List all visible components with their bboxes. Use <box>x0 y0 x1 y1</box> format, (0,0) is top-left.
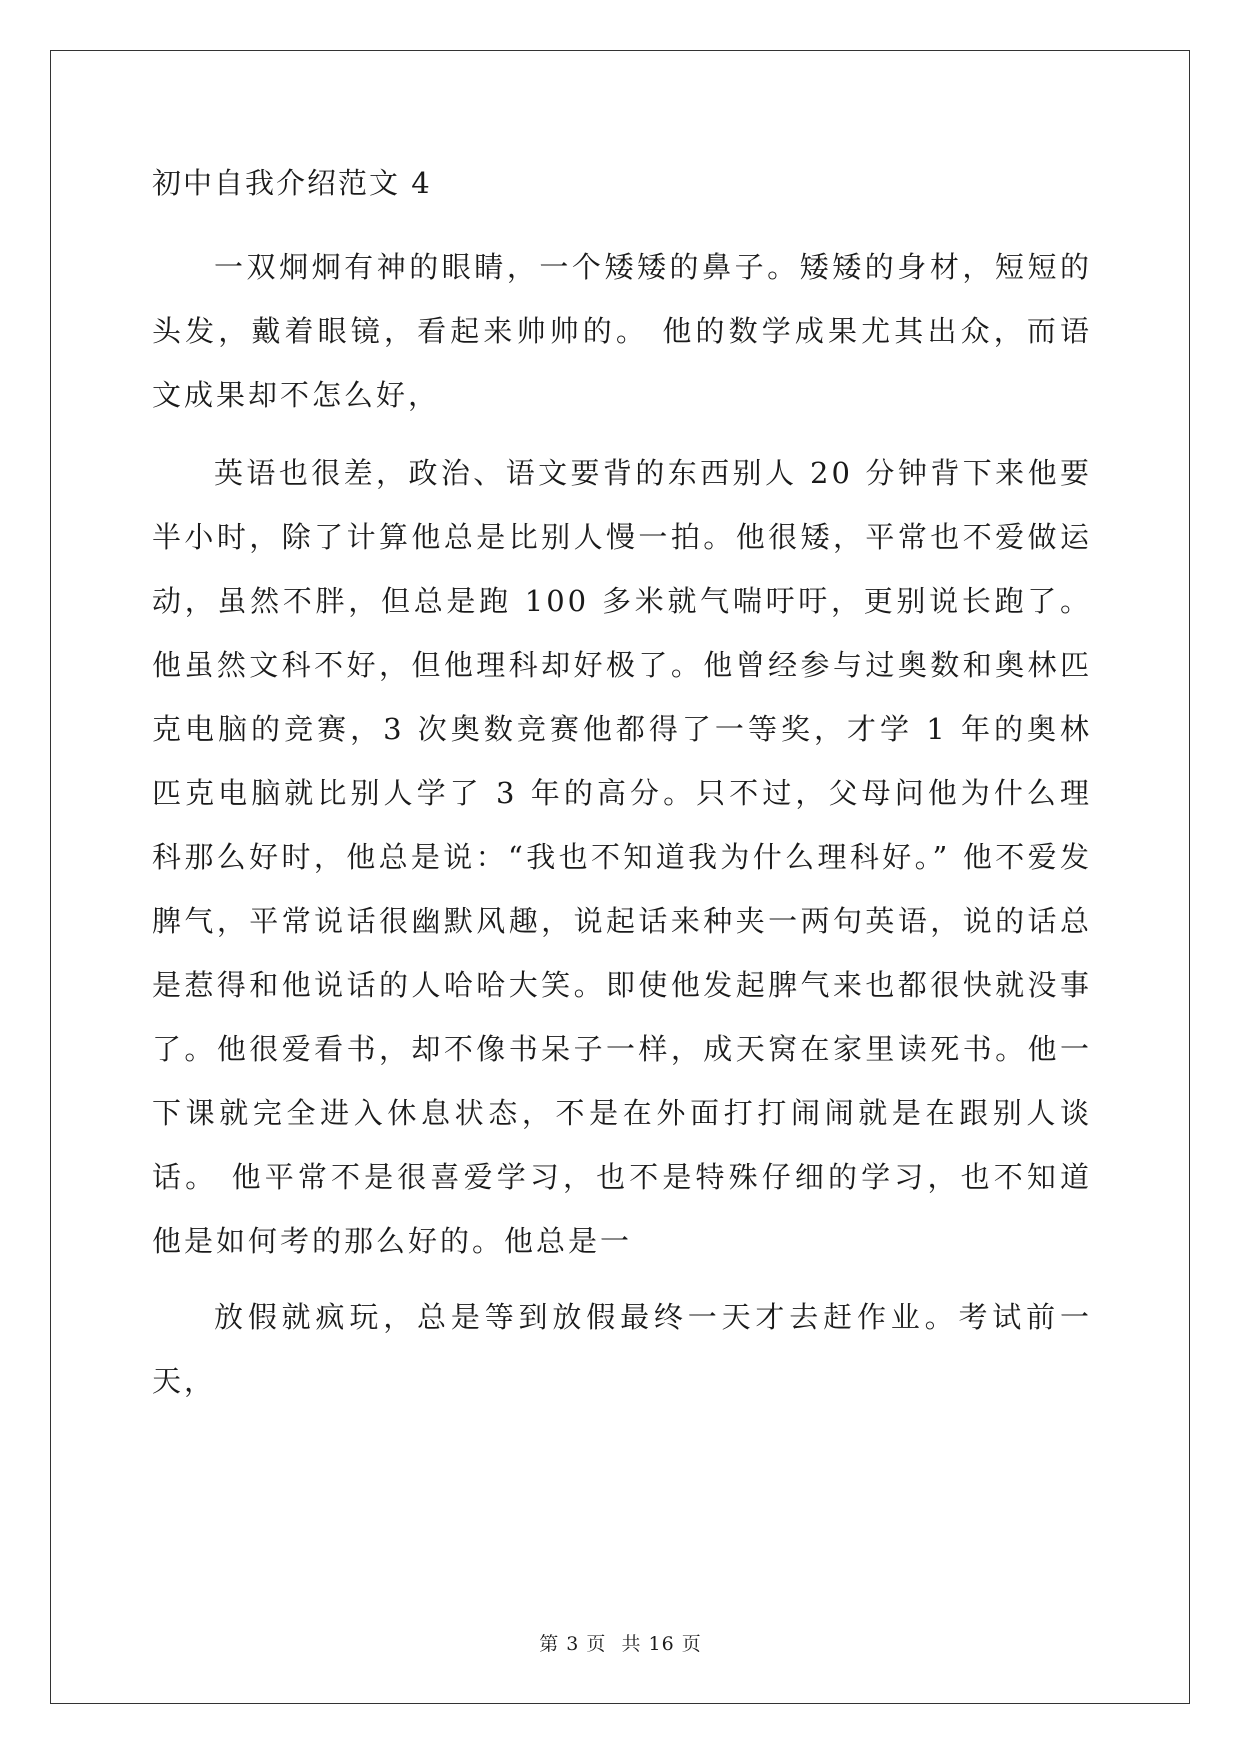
page-number: 第 3 页 <box>539 1633 607 1655</box>
page-footer <box>0 1632 1241 1656</box>
document-body <box>152 165 1092 1425</box>
document-title: 初中自我介绍范文 4 <box>152 166 432 200</box>
paragraph-1: 一双炯炯有神的眼睛，一个矮矮的鼻子。矮矮的身材，短短的头发，戴着眼镜，看起来帅帅的。 他的数学成果尤其出众，而语文成果却不怎么好， <box>152 250 1092 412</box>
paragraph-3: 放假就疯玩，总是等到放假最终一天才去赶作业。考试前一天， <box>152 1300 1092 1398</box>
page-total: 共 16 页 <box>621 1633 702 1655</box>
paragraph-2: 英语也很差，政治、语文要背的东西别人 20 分钟背下来他要半小时，除了计算他总是比别人慢一拍。他很矮，平常也不爱做运动，虽然不胖，但总是跑 100 多米就气喘吁吁，更别说长跑了。 他虽然文科不好，但他理科却好极了。他曾经参与过奥数和奥林匹克电脑的竞赛，3 次奥数竞赛他都得了一等奖，才学 1 年的奥林匹克电脑就比别人学了 3 年的高分。只不过，父母问他为什么理科那么好时，他总是说：“我也不知道我为什么理科好。” 他不爱发脾气，平常说话很幽默风趣，说起话来种夹一两句英语，说的话总是惹得和他说话的人哈哈大笑。即使他发起脾气来也都很快就没事了。他很爱看书，却不像书呆子一样，成天窝在家里读死书。他一下课就完全进入休息状态，不是在外面打打闹闹就是在跟别人谈话。 他平常不是很喜爱学习，也不是特殊仔细的学习，也不知道他是如何考的那么好的。他总是一 <box>152 456 1092 1258</box>
